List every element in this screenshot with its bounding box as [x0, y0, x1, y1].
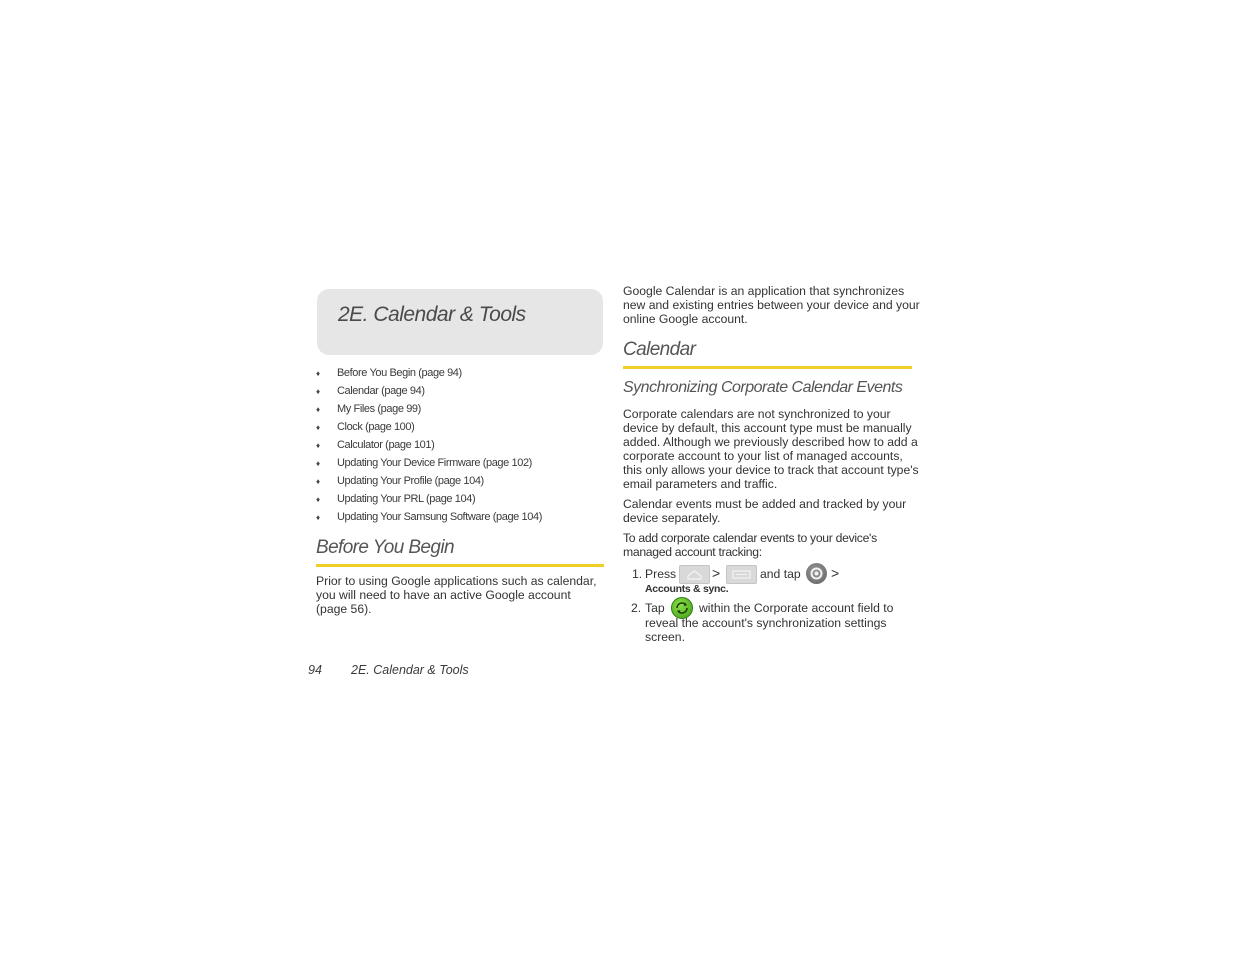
page-number: 94: [308, 663, 322, 677]
step-number: 2.: [631, 601, 642, 615]
diamond-bullet-icon: ♦: [316, 387, 320, 396]
before-you-begin-heading: Before You Begin: [316, 537, 454, 558]
diamond-bullet-icon: ♦: [316, 477, 320, 486]
chapter-header: [317, 289, 603, 355]
gear-icon: [806, 563, 827, 584]
diamond-bullet-icon: ♦: [316, 423, 320, 432]
sync-corporate-heading: Synchronizing Corporate Calendar Events: [623, 379, 903, 396]
step-text: and tap: [760, 567, 801, 581]
step-number: 1.: [632, 567, 643, 581]
section-divider: [316, 564, 604, 567]
toc-item[interactable]: ♦ My Files (page 99): [316, 403, 421, 415]
diamond-bullet-icon: ♦: [316, 369, 320, 378]
toc-item[interactable]: ♦ Clock (page 100): [316, 421, 415, 433]
before-you-begin-body: Prior to using Google applications such as calendar, you will need to have an active Google account (page 56).: [316, 574, 597, 616]
home-icon: [680, 566, 709, 583]
step-text: reveal the account's synchronization settings: [645, 616, 887, 630]
refresh-arrows-icon: [672, 598, 692, 618]
menu-icon: [727, 566, 756, 583]
toc-item[interactable]: ♦ Updating Your Profile (page 104): [316, 475, 484, 487]
instructions-intro: To add corporate calendar events to your device's managed account tracking:: [623, 531, 877, 559]
diamond-bullet-icon: ♦: [316, 495, 320, 504]
intro-paragraph: Google Calendar is an application that synchronizes new and existing entries between your device and your online Google account.: [623, 284, 920, 326]
step-text: screen.: [645, 630, 685, 644]
calendar-heading: Calendar: [623, 339, 696, 360]
corporate-paragraph: Corporate calendars are not synchronized to your device by default, this account type must be manually added. Although we previously described how to add a corporate account to your list of managed accounts, this only allows your device to track that account type's email parameters and traffic.: [623, 407, 919, 491]
accounts-sync-path: Accounts & sync.: [645, 583, 729, 595]
toc-item[interactable]: ♦ Updating Your Samsung Software (page 104): [316, 511, 542, 523]
section-divider: [623, 366, 912, 369]
diamond-bullet-icon: ♦: [316, 405, 320, 414]
menu-key-icon: [726, 565, 757, 584]
step-text: Press: [645, 567, 677, 581]
greater-than: >: [831, 565, 840, 581]
chapter-title: 2E. Calendar & Tools: [338, 303, 526, 326]
toc-item[interactable]: ♦ Updating Your PRL (page 104): [316, 493, 476, 505]
step-text: Tap: [645, 601, 665, 615]
step-text: within the Corporate account field to: [699, 601, 894, 615]
events-paragraph: Calendar events must be added and tracked by your device separately.: [623, 497, 907, 525]
toc-item[interactable]: ♦ Before You Begin (page 94): [316, 367, 462, 379]
diamond-bullet-icon: ♦: [316, 513, 320, 522]
toc-item[interactable]: ♦ Calendar (page 94): [316, 385, 425, 397]
toc-list: [316, 366, 606, 528]
diamond-bullet-icon: ♦: [316, 459, 320, 468]
toc-item[interactable]: ♦ Updating Your Device Firmware (page 102): [316, 457, 532, 469]
toc-item[interactable]: ♦ Calculator (page 101): [316, 439, 435, 451]
greater-than: >: [712, 565, 721, 581]
settings-gear-icon: [806, 563, 827, 584]
footer-chapter-title: 2E. Calendar & Tools: [351, 663, 469, 677]
diamond-bullet-icon: ♦: [316, 441, 320, 450]
